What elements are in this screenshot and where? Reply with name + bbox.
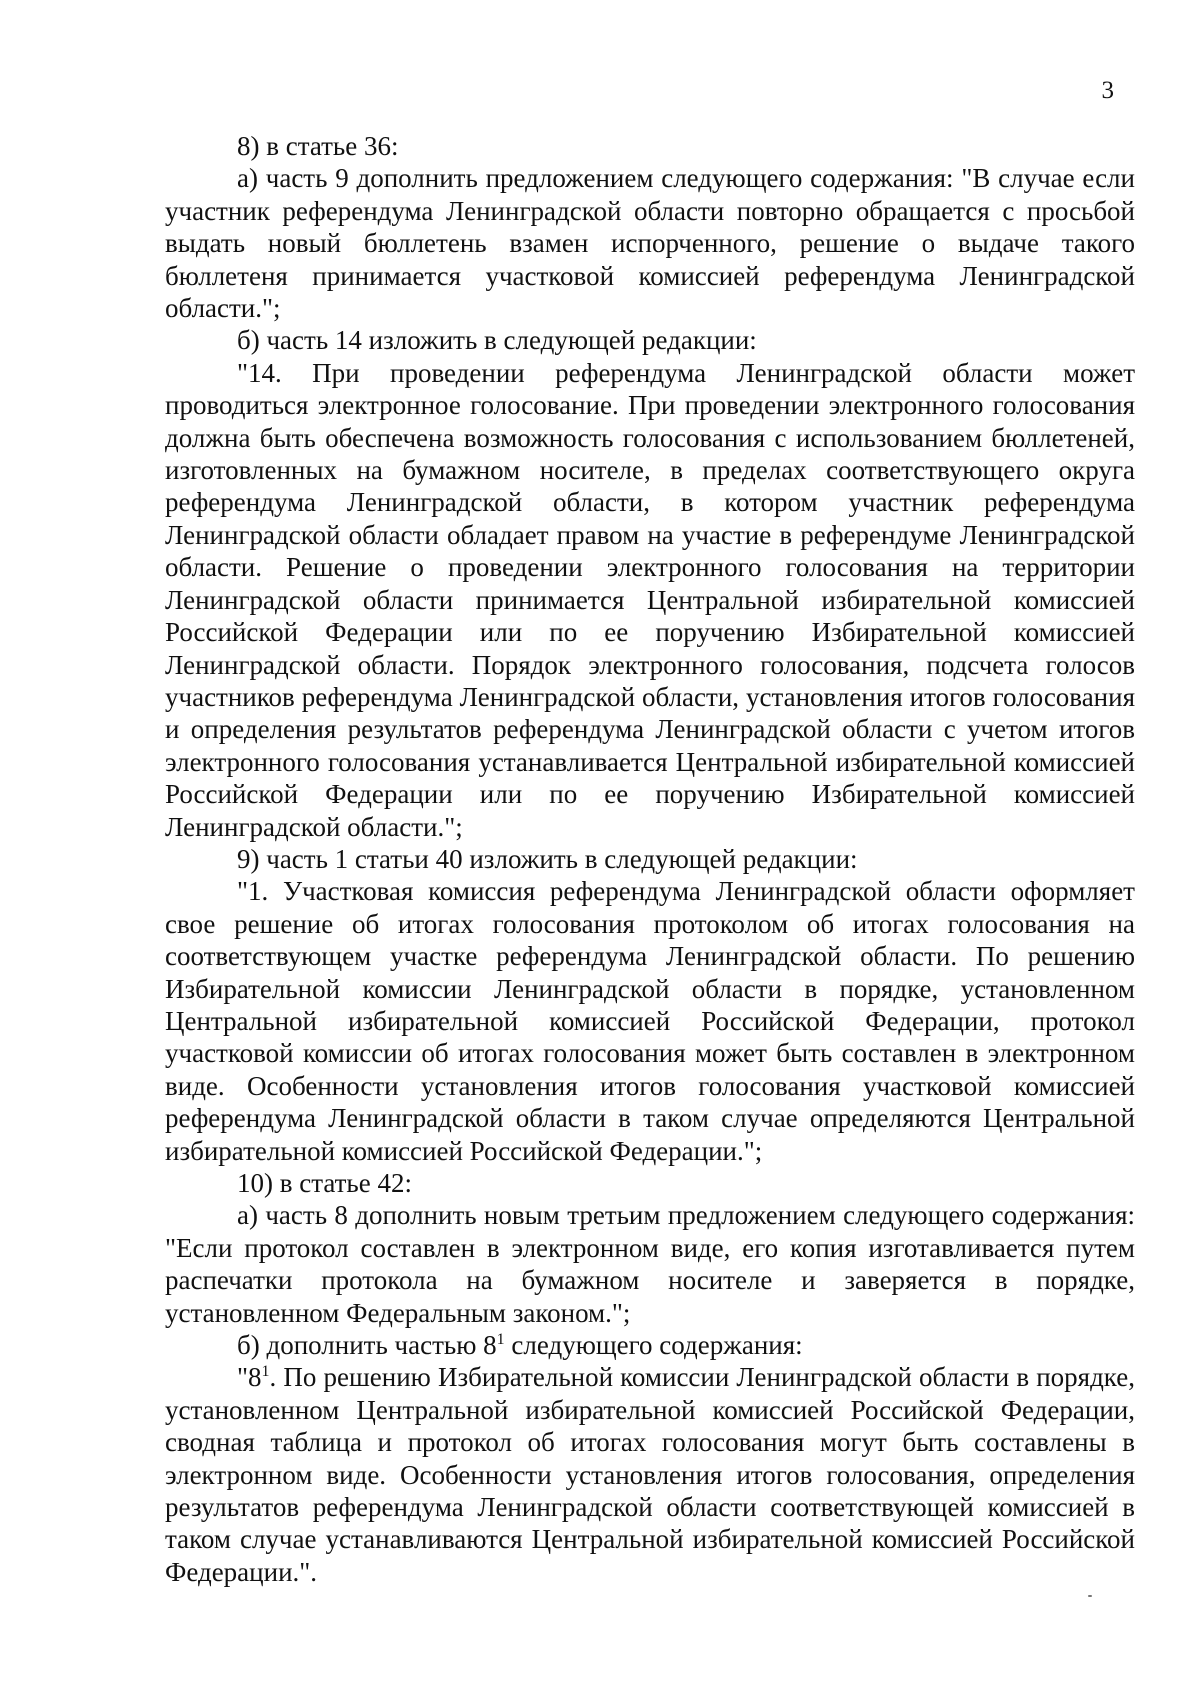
superscript-one: 1: [496, 1331, 505, 1349]
paragraph-item-8b: б) часть 14 изложить в следующей редакции:: [237, 325, 757, 356]
scan-speck: [1088, 1595, 1092, 1597]
paragraph-part-14-text: "14. При проведении референдума Ленинградской области может проводиться электронное голосование. При проведении электронного голосования должна быть обеспечена возможность голосования с использованием бюллетеней, изготовленных на бумажном носителе, в пределах соответствующего округа референдума Ленинградской области, в котором участник референдума Ленинградской области обладает правом на участие в референдуме Ленинградской области. Решение о проведении электронного голосования на территории Ленинградской области принимается Центральной избирательной комиссией Российской Федерации или по ее поручению Избирательной комиссией Ленинградской области. Порядок электронного голосования, подсчета голосов участников референдума Ленинградской области, установления итогов голосования и определения результатов референдума Ленинградской области с учетом итогов электронного голосования устанавливается Центральной избирательной комиссией Российской Федерации или по ее поручению Избирательной комиссией Ленинградской области.";: [165, 357, 1135, 842]
paragraph-part-1-text: "1. Участковая комиссия референдума Ленинградской области оформляет свое решение об итогах голосования протоколом об итогах голосования на соответствующем участке референдума Ленинградской области. По решению Избирательной комиссии Ленинградской области в порядке, установленном Центральной избирательной комиссией Российской Федерации, протокол участковой комиссии об итогах голосования может быть составлен в электронном виде. Особенности установления итогов голосования участковой комиссией референдума Ленинградской области в таком случае определяются Центральной избирательной комиссией Российской Федерации.";: [165, 876, 1135, 1166]
paragraph-part-8-1-text: [165, 1361, 1135, 1588]
paragraph-item-10b-prefix: б) дополнить частью 8: [237, 1330, 497, 1361]
page-number: 3: [1101, 77, 1114, 104]
paragraph-item-10: 10) в статье 42:: [237, 1168, 412, 1198]
paragraph-item-8a: а) часть 9 дополнить предложением следующего содержания: "В случае если участник референдума Ленинградской области повторно обращается с просьбой выдать новый бюллетень взамен испорченного, решение о выдаче такого бюллетеня принимается участковой комиссией референдума Ленинградской области.";: [165, 163, 1135, 324]
paragraph-part-8-1-suffix: . По решению Избирательной комиссии Ленинградской области в порядке, установленном Центральной избирательной комиссией Российской Федерации, сводная таблица и протокол об итогах голосования могут быть составлены в электронном виде. Особенности установления итогов голосования, определения результатов референдума Ленинградской области соответствующей комиссией в таком случае устанавливаются Центральной избирательной комиссией Российской Федерации.".: [165, 1362, 1135, 1587]
paragraph-part-8-1-prefix: "8: [237, 1362, 262, 1393]
document-body: [165, 130, 1135, 1588]
paragraph-item-10b-suffix: следующего содержания:: [504, 1330, 803, 1361]
paragraph-item-8: 8) в статье 36:: [237, 131, 399, 161]
paragraph-item-10b: [165, 1329, 1135, 1361]
paragraph-item-10a: а) часть 8 дополнить новым третьим предложением следующего содержания: "Если протокол составлен в электронном виде, его копия изготавливается путем распечатки протокола на бумажном носителе и заверяется в порядке, установленном Федеральным законом.";: [165, 1200, 1135, 1328]
superscript-one: 1: [261, 1363, 270, 1381]
paragraph-item-9: 9) часть 1 статьи 40 изложить в следующей редакции:: [237, 843, 858, 874]
